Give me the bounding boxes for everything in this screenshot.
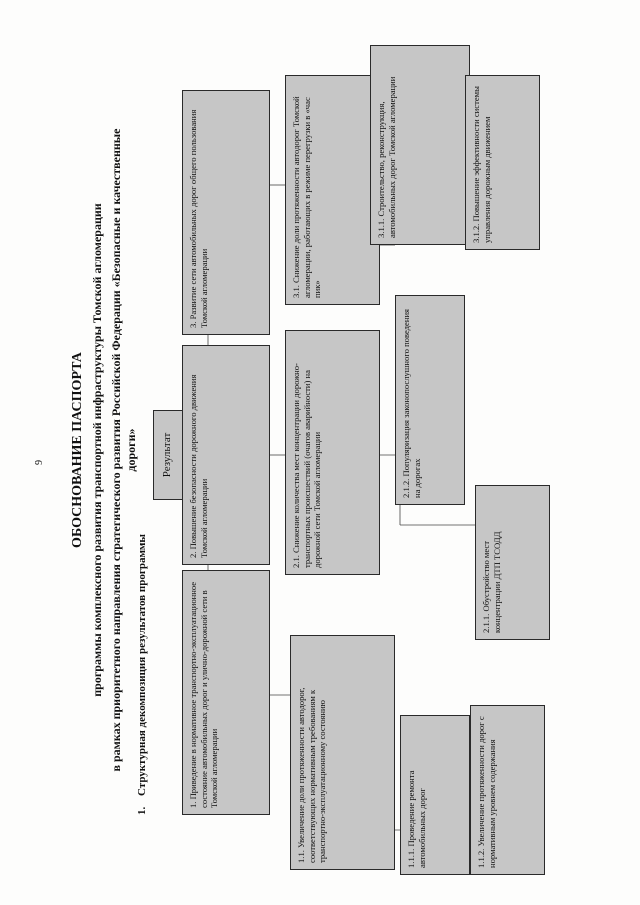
- page-subtitle-1: программы комплексного развития транспортной инфраструктуры Томской агломерации: [90, 203, 104, 697]
- task-2-1-box: 2.1. Снижение количества мест концентрации дорожно-транспортных происшествий (очагов аварийности) на дорожной сети Томской агломерации: [285, 330, 380, 575]
- subtask-1-1-2-box: 1.1.2. Увеличение протяженности дорог с нормативным уровнем содержания: [470, 705, 545, 875]
- goal-3-box: 3. Развитие сети автомобильных дорог общего пользования Томской агломерации: [182, 90, 270, 335]
- section-number: 1.: [136, 806, 148, 815]
- subtask-2-1-2-box: 2.1.2. Популяризация законопослушного поведения на дорогах: [395, 295, 465, 505]
- subtask-2-1-1-box: 2.1.1. Обустройство мест концентрации ДТП ТСОДД: [475, 485, 550, 640]
- subtask-3-1-1-box: 3.1.1. Строительство, реконструкция, автомобильных дорог Томской агломерации: [370, 45, 470, 245]
- subtask-3-1-2-box: 3.1.2. Повышение эффективности системы управления дорожным движением: [465, 75, 540, 250]
- subtask-1-1-1-box: 1.1.1. Проведение ремонта автомобильных дорог: [400, 715, 470, 875]
- task-3-1-box: 3.1. Снижение доли протяженности автодорог Томской агломерации, работающих в режиме перегрузки в «час пик»: [285, 75, 380, 305]
- section-title: Структурная декомпозиция результатов программы: [136, 533, 148, 796]
- page-number: 9: [34, 460, 45, 465]
- goal-2-box: 2. Повышение безопасности дорожного движения Томской агломерации: [182, 345, 270, 565]
- task-1-1-box: 1.1. Увеличение доли протяженности автодорог, соответствующих нормативным требованиям к транспортно-эксплуатационному состоянию: [290, 635, 395, 870]
- result-root-box: Результат: [153, 410, 193, 500]
- goal-1-box: 1. Приведение в нормативное транспортно-эксплуатационное состояние автомобильных дорог и улично-дорожной сети в Томской агломерации: [182, 570, 270, 815]
- page-title: ОБОСНОВАНИЕ ПАСПОРТА: [70, 352, 85, 548]
- page-subtitle-2: в рамках приоритетного направления стратегического развития Российской Федерации «Безопасные и качественные дороги»: [109, 128, 138, 772]
